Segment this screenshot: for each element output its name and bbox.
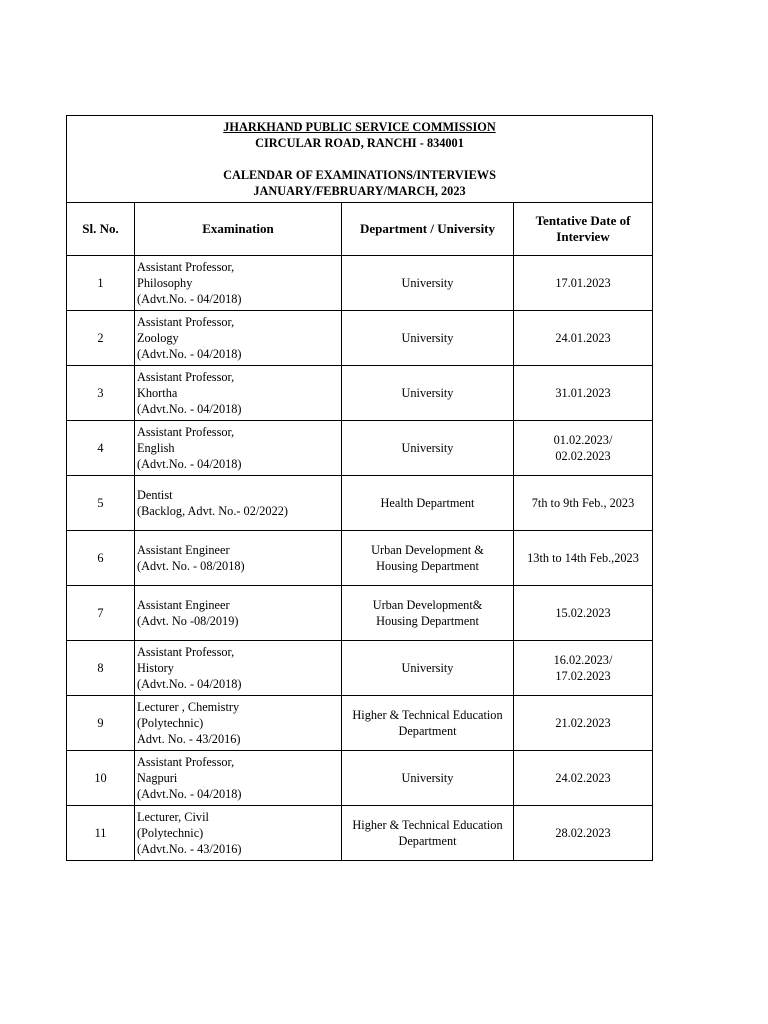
cell-examination-line: Nagpuri xyxy=(137,771,178,785)
table-row xyxy=(67,751,653,806)
cell-sl-no: 1 xyxy=(67,256,135,311)
cell-examination-line: Philosophy xyxy=(137,276,193,290)
cell-department-line: Higher & Technical Education xyxy=(352,708,503,722)
cell-department-line: University xyxy=(401,441,454,455)
cell-date-line: 24.02.2023 xyxy=(555,771,611,785)
cell-sl-no: 2 xyxy=(67,311,135,366)
cell-date-line: 13th to 14th Feb.,2023 xyxy=(527,551,639,565)
table-row xyxy=(67,421,653,476)
col-header-sl: Sl. No. xyxy=(67,203,135,256)
cell-examination-line: (Advt. No -08/2019) xyxy=(137,614,239,628)
cell-sl-no: 4 xyxy=(67,421,135,476)
cell-date xyxy=(514,696,653,751)
org-address: CIRCULAR ROAD, RANCHI - 834001 xyxy=(255,136,464,150)
table-body xyxy=(67,256,653,861)
title-row xyxy=(67,116,653,203)
cell-department-line: University xyxy=(401,771,454,785)
cell-examination-line: Assistant Professor, xyxy=(137,755,235,769)
cell-department-line: Department xyxy=(398,724,457,738)
cell-examination xyxy=(135,311,342,366)
cell-date xyxy=(514,806,653,861)
cell-sl-no: 7 xyxy=(67,586,135,641)
cell-examination-line: English xyxy=(137,441,175,455)
cell-examination-line: Assistant Professor, xyxy=(137,645,235,659)
cell-examination xyxy=(135,256,342,311)
table-row xyxy=(67,476,653,531)
column-header-row xyxy=(67,203,653,256)
org-name: JHARKHAND PUBLIC SERVICE COMMISSION xyxy=(223,120,496,134)
cell-sl-no: 5 xyxy=(67,476,135,531)
cell-department-line: Higher & Technical Education xyxy=(352,818,503,832)
table-row xyxy=(67,696,653,751)
cell-examination-line: (Polytechnic) xyxy=(137,826,204,840)
cell-examination-line: Assistant Professor, xyxy=(137,370,235,384)
cell-date-line: 24.01.2023 xyxy=(555,331,611,345)
cell-examination xyxy=(135,531,342,586)
cell-department xyxy=(342,476,514,531)
cell-department-line: Urban Development& xyxy=(372,598,483,612)
cell-date-line: 28.02.2023 xyxy=(555,826,611,840)
cell-date xyxy=(514,366,653,421)
cell-examination-line: Assistant Engineer xyxy=(137,598,230,612)
cell-examination xyxy=(135,641,342,696)
cell-examination-line: (Advt.No. - 43/2016) xyxy=(137,842,242,856)
calendar-title: CALENDAR OF EXAMINATIONS/INTERVIEWS xyxy=(223,168,496,182)
cell-sl-no: 11 xyxy=(67,806,135,861)
calendar-period: JANUARY/FEBRUARY/MARCH, 2023 xyxy=(253,184,466,198)
cell-date-line: 16.02.2023/ xyxy=(553,653,613,667)
cell-examination xyxy=(135,696,342,751)
cell-examination-line: (Advt.No. - 04/2018) xyxy=(137,292,242,306)
cell-date-line: 7th to 9th Feb., 2023 xyxy=(531,496,635,510)
table-row xyxy=(67,531,653,586)
cell-examination-line: (Advt.No. - 04/2018) xyxy=(137,457,242,471)
cell-sl-no: 10 xyxy=(67,751,135,806)
cell-department xyxy=(342,421,514,476)
cell-date xyxy=(514,256,653,311)
cell-department xyxy=(342,806,514,861)
table-row xyxy=(67,366,653,421)
cell-date-line: 01.02.2023/ xyxy=(553,433,613,447)
cell-examination-line: Assistant Professor, xyxy=(137,425,235,439)
cell-department xyxy=(342,641,514,696)
cell-department-line: Housing Department xyxy=(376,559,479,573)
cell-department xyxy=(342,696,514,751)
cell-department-line: University xyxy=(401,276,454,290)
cell-examination-line: History xyxy=(137,661,174,675)
cell-department xyxy=(342,751,514,806)
cell-examination-line: Khortha xyxy=(137,386,178,400)
table-row xyxy=(67,256,653,311)
cell-department-line: Department xyxy=(398,834,457,848)
cell-examination xyxy=(135,476,342,531)
cell-date-line: 17.01.2023 xyxy=(555,276,611,290)
cell-sl-no: 3 xyxy=(67,366,135,421)
cell-examination-line: (Advt.No. - 04/2018) xyxy=(137,402,242,416)
cell-examination-line: Lecturer , Chemistry xyxy=(137,700,240,714)
cell-examination xyxy=(135,806,342,861)
table-row xyxy=(67,311,653,366)
exam-calendar-table xyxy=(66,115,653,861)
cell-examination-line: Assistant Engineer xyxy=(137,543,230,557)
cell-examination-line: (Advt.No. - 04/2018) xyxy=(137,347,242,361)
cell-examination xyxy=(135,366,342,421)
table-row xyxy=(67,806,653,861)
cell-department xyxy=(342,311,514,366)
cell-department-line: University xyxy=(401,386,454,400)
cell-date xyxy=(514,476,653,531)
cell-date xyxy=(514,586,653,641)
cell-department xyxy=(342,531,514,586)
cell-examination-line: Zoology xyxy=(137,331,179,345)
cell-examination-line: Assistant Professor, xyxy=(137,260,235,274)
cell-examination xyxy=(135,751,342,806)
cell-examination-line: Dentist xyxy=(137,488,173,502)
cell-date-line: 21.02.2023 xyxy=(555,716,611,730)
table-row xyxy=(67,641,653,696)
cell-sl-no: 9 xyxy=(67,696,135,751)
col-header-exam: Examination xyxy=(135,203,342,256)
cell-examination-line: Advt. No. - 43/2016) xyxy=(137,732,241,746)
cell-department xyxy=(342,586,514,641)
cell-date xyxy=(514,751,653,806)
cell-examination-line: (Polytechnic) xyxy=(137,716,204,730)
cell-date-line: 17.02.2023 xyxy=(555,669,611,683)
cell-examination-line: (Advt.No. - 04/2018) xyxy=(137,677,242,691)
cell-date-line: 02.02.2023 xyxy=(555,449,611,463)
cell-examination-line: (Backlog, Advt. No.- 02/2022) xyxy=(137,504,288,518)
cell-date xyxy=(514,311,653,366)
cell-sl-no: 6 xyxy=(67,531,135,586)
cell-date xyxy=(514,421,653,476)
cell-date xyxy=(514,531,653,586)
cell-date-line: 31.01.2023 xyxy=(555,386,611,400)
cell-department xyxy=(342,256,514,311)
cell-examination-line: (Advt. No. - 08/2018) xyxy=(137,559,245,573)
col-header-date xyxy=(514,203,653,256)
cell-department-line: Health Department xyxy=(380,496,475,510)
title-block xyxy=(67,116,653,203)
cell-date xyxy=(514,641,653,696)
cell-examination-line: Lecturer, Civil xyxy=(137,810,209,824)
cell-examination-line: (Advt.No. - 04/2018) xyxy=(137,787,242,801)
cell-department-line: University xyxy=(401,661,454,675)
col-header-date-line2: Interview xyxy=(556,229,610,244)
cell-department-line: Housing Department xyxy=(376,614,479,628)
cell-department xyxy=(342,366,514,421)
table-row xyxy=(67,586,653,641)
cell-sl-no: 8 xyxy=(67,641,135,696)
cell-date-line: 15.02.2023 xyxy=(555,606,611,620)
col-header-date-line1: Tentative Date of xyxy=(535,213,631,228)
cell-department-line: Urban Development & xyxy=(371,543,484,557)
cell-department-line: University xyxy=(401,331,454,345)
cell-examination-line: Assistant Professor, xyxy=(137,315,235,329)
cell-examination xyxy=(135,421,342,476)
col-header-dept: Department / University xyxy=(342,203,514,256)
cell-examination xyxy=(135,586,342,641)
